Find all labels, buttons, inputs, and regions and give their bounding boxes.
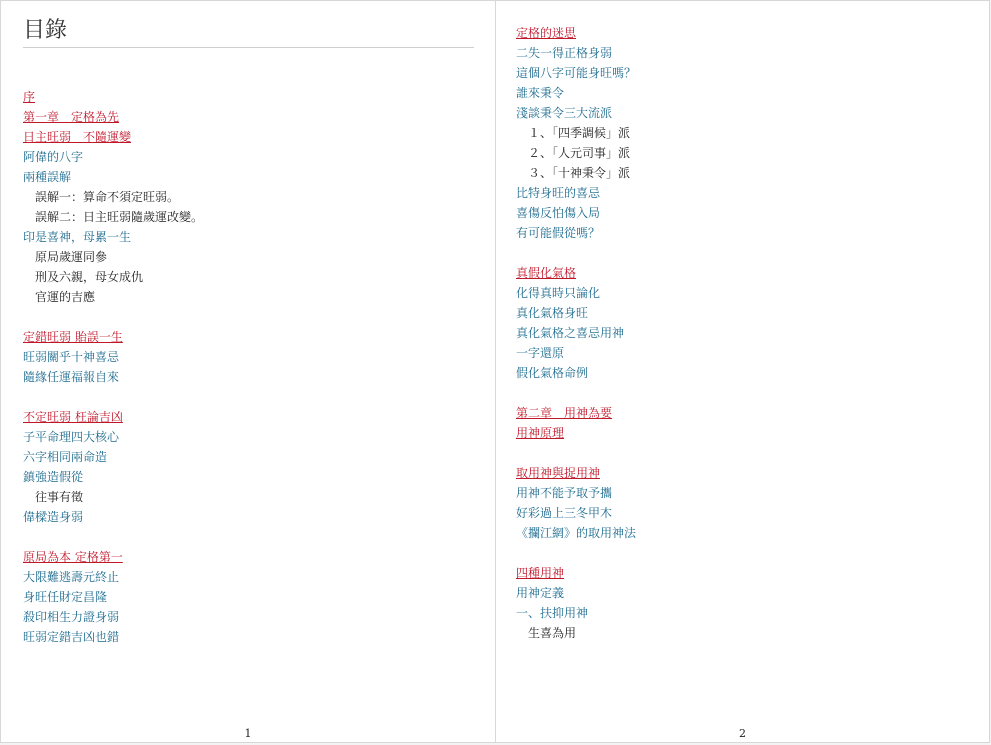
toc-entry-link[interactable]: 印是喜神，母累一生 — [23, 230, 132, 244]
page-2 — [495, 0, 990, 743]
toc-entry-link[interactable]: 《攔江網》的取用神法 — [516, 526, 637, 540]
toc-entry-link[interactable]: 六字相同兩命造 — [23, 450, 108, 464]
toc-entry-link[interactable]: 淺談秉令三大流派 — [516, 106, 613, 120]
toc-entry-link[interactable]: 誰來秉令 — [516, 86, 565, 100]
toc-entry-link[interactable]: 一、扶抑用神 — [516, 606, 589, 620]
toc-subentry: 生喜為用 — [528, 626, 577, 640]
toc-section-link[interactable]: 序 — [23, 90, 36, 104]
toc-entry-link[interactable]: 子平命理四大核心 — [23, 430, 120, 444]
toc-section-link[interactable]: 第一章 定格為先 — [23, 110, 120, 124]
toc-spacer — [516, 443, 956, 463]
toc-entry-link[interactable]: 隨緣任運福報自來 — [23, 370, 120, 384]
toc-entry-link[interactable]: 一字還原 — [516, 346, 565, 360]
toc-subentry: ２、「人元司事」派 — [528, 146, 631, 160]
toc-section-link[interactable]: 原局為本 定格第一 — [23, 550, 123, 564]
toc-section-link[interactable]: 真假化氣格 — [516, 266, 577, 280]
toc-entry-link[interactable]: 身旺任財定昌隆 — [23, 590, 108, 604]
toc-section-link[interactable]: 日主旺弱 不隨運變 — [23, 130, 132, 144]
toc-entry-link[interactable]: 比特身旺的喜忌 — [516, 186, 601, 200]
toc-entry-link[interactable]: 殺印相生力證身弱 — [23, 610, 120, 624]
page-title: 目錄 — [23, 17, 474, 48]
page-number: 2 — [739, 727, 746, 740]
toc-entry-link[interactable]: 旺弱定錯吉凶也錯 — [23, 630, 120, 644]
toc-entry-link[interactable]: 兩種誤解 — [23, 170, 72, 184]
toc-entry-link[interactable]: 旺弱關乎十神喜忌 — [23, 350, 120, 364]
toc-list-left — [23, 87, 463, 647]
page-number: 1 — [244, 727, 252, 740]
page-1 — [0, 0, 496, 743]
toc-subentry: 原局歲運同參 — [35, 250, 108, 264]
toc-section-link[interactable]: 取用神與捉用神 — [516, 466, 601, 480]
toc-subentry: ３、「十神秉令」派 — [528, 166, 631, 180]
toc-spacer — [516, 243, 956, 263]
toc-entry-link[interactable]: 二失一得正格身弱 — [516, 46, 613, 60]
toc-list-right — [516, 23, 956, 643]
toc-entry-link[interactable]: 真化氣格之喜忌用神 — [516, 326, 625, 340]
toc-spacer — [516, 543, 956, 563]
toc-entry-link[interactable]: 好彩過上三冬甲木 — [516, 506, 613, 520]
toc-entry-link[interactable]: 大限難逃壽元終止 — [23, 570, 120, 584]
toc-spacer — [23, 387, 463, 407]
toc-entry-link[interactable]: 偉樑造身弱 — [23, 510, 84, 524]
toc-subentry: 誤解一：算命不須定旺弱。 — [35, 190, 180, 204]
toc-entry-link[interactable]: 阿偉的八字 — [23, 150, 84, 164]
toc-entry-link[interactable]: 喜傷反怕傷入局 — [516, 206, 601, 220]
toc-section-link[interactable]: 四種用神 — [516, 566, 565, 580]
toc-spacer — [23, 307, 463, 327]
toc-entry-link[interactable]: 假化氣格命例 — [516, 366, 589, 380]
toc-subentry: 官運的吉應 — [35, 290, 96, 304]
toc-entry-link[interactable]: 鎮強造假從 — [23, 470, 84, 484]
toc-subentry: 誤解二：日主旺弱隨歲運改變。 — [35, 210, 204, 224]
toc-section-link[interactable]: 第二章 用神為要 — [516, 406, 613, 420]
toc-entry-link[interactable]: 這個八字可能身旺嗎？ — [516, 66, 637, 80]
toc-section-link[interactable]: 用神原理 — [516, 426, 565, 440]
toc-section-link[interactable]: 定格的迷思 — [516, 26, 577, 40]
toc-section-link[interactable]: 不定旺弱 枉論吉凶 — [23, 410, 123, 424]
toc-subentry: 往事有徵 — [35, 490, 84, 504]
toc-spacer — [23, 527, 463, 547]
toc-subentry: １、「四季調候」派 — [528, 126, 631, 140]
toc-subentry: 刑及六親，母女成仇 — [35, 270, 144, 284]
toc-section-link[interactable]: 定錯旺弱 貽誤一生 — [23, 330, 123, 344]
toc-entry-link[interactable]: 化得真時只論化 — [516, 286, 601, 300]
toc-entry-link[interactable]: 真化氣格身旺 — [516, 306, 589, 320]
toc-entry-link[interactable]: 有可能假從嗎？ — [516, 226, 601, 240]
toc-spacer — [516, 383, 956, 403]
toc-entry-link[interactable]: 用神定義 — [516, 586, 565, 600]
toc-entry-link[interactable]: 用神不能予取予攜 — [516, 486, 613, 500]
